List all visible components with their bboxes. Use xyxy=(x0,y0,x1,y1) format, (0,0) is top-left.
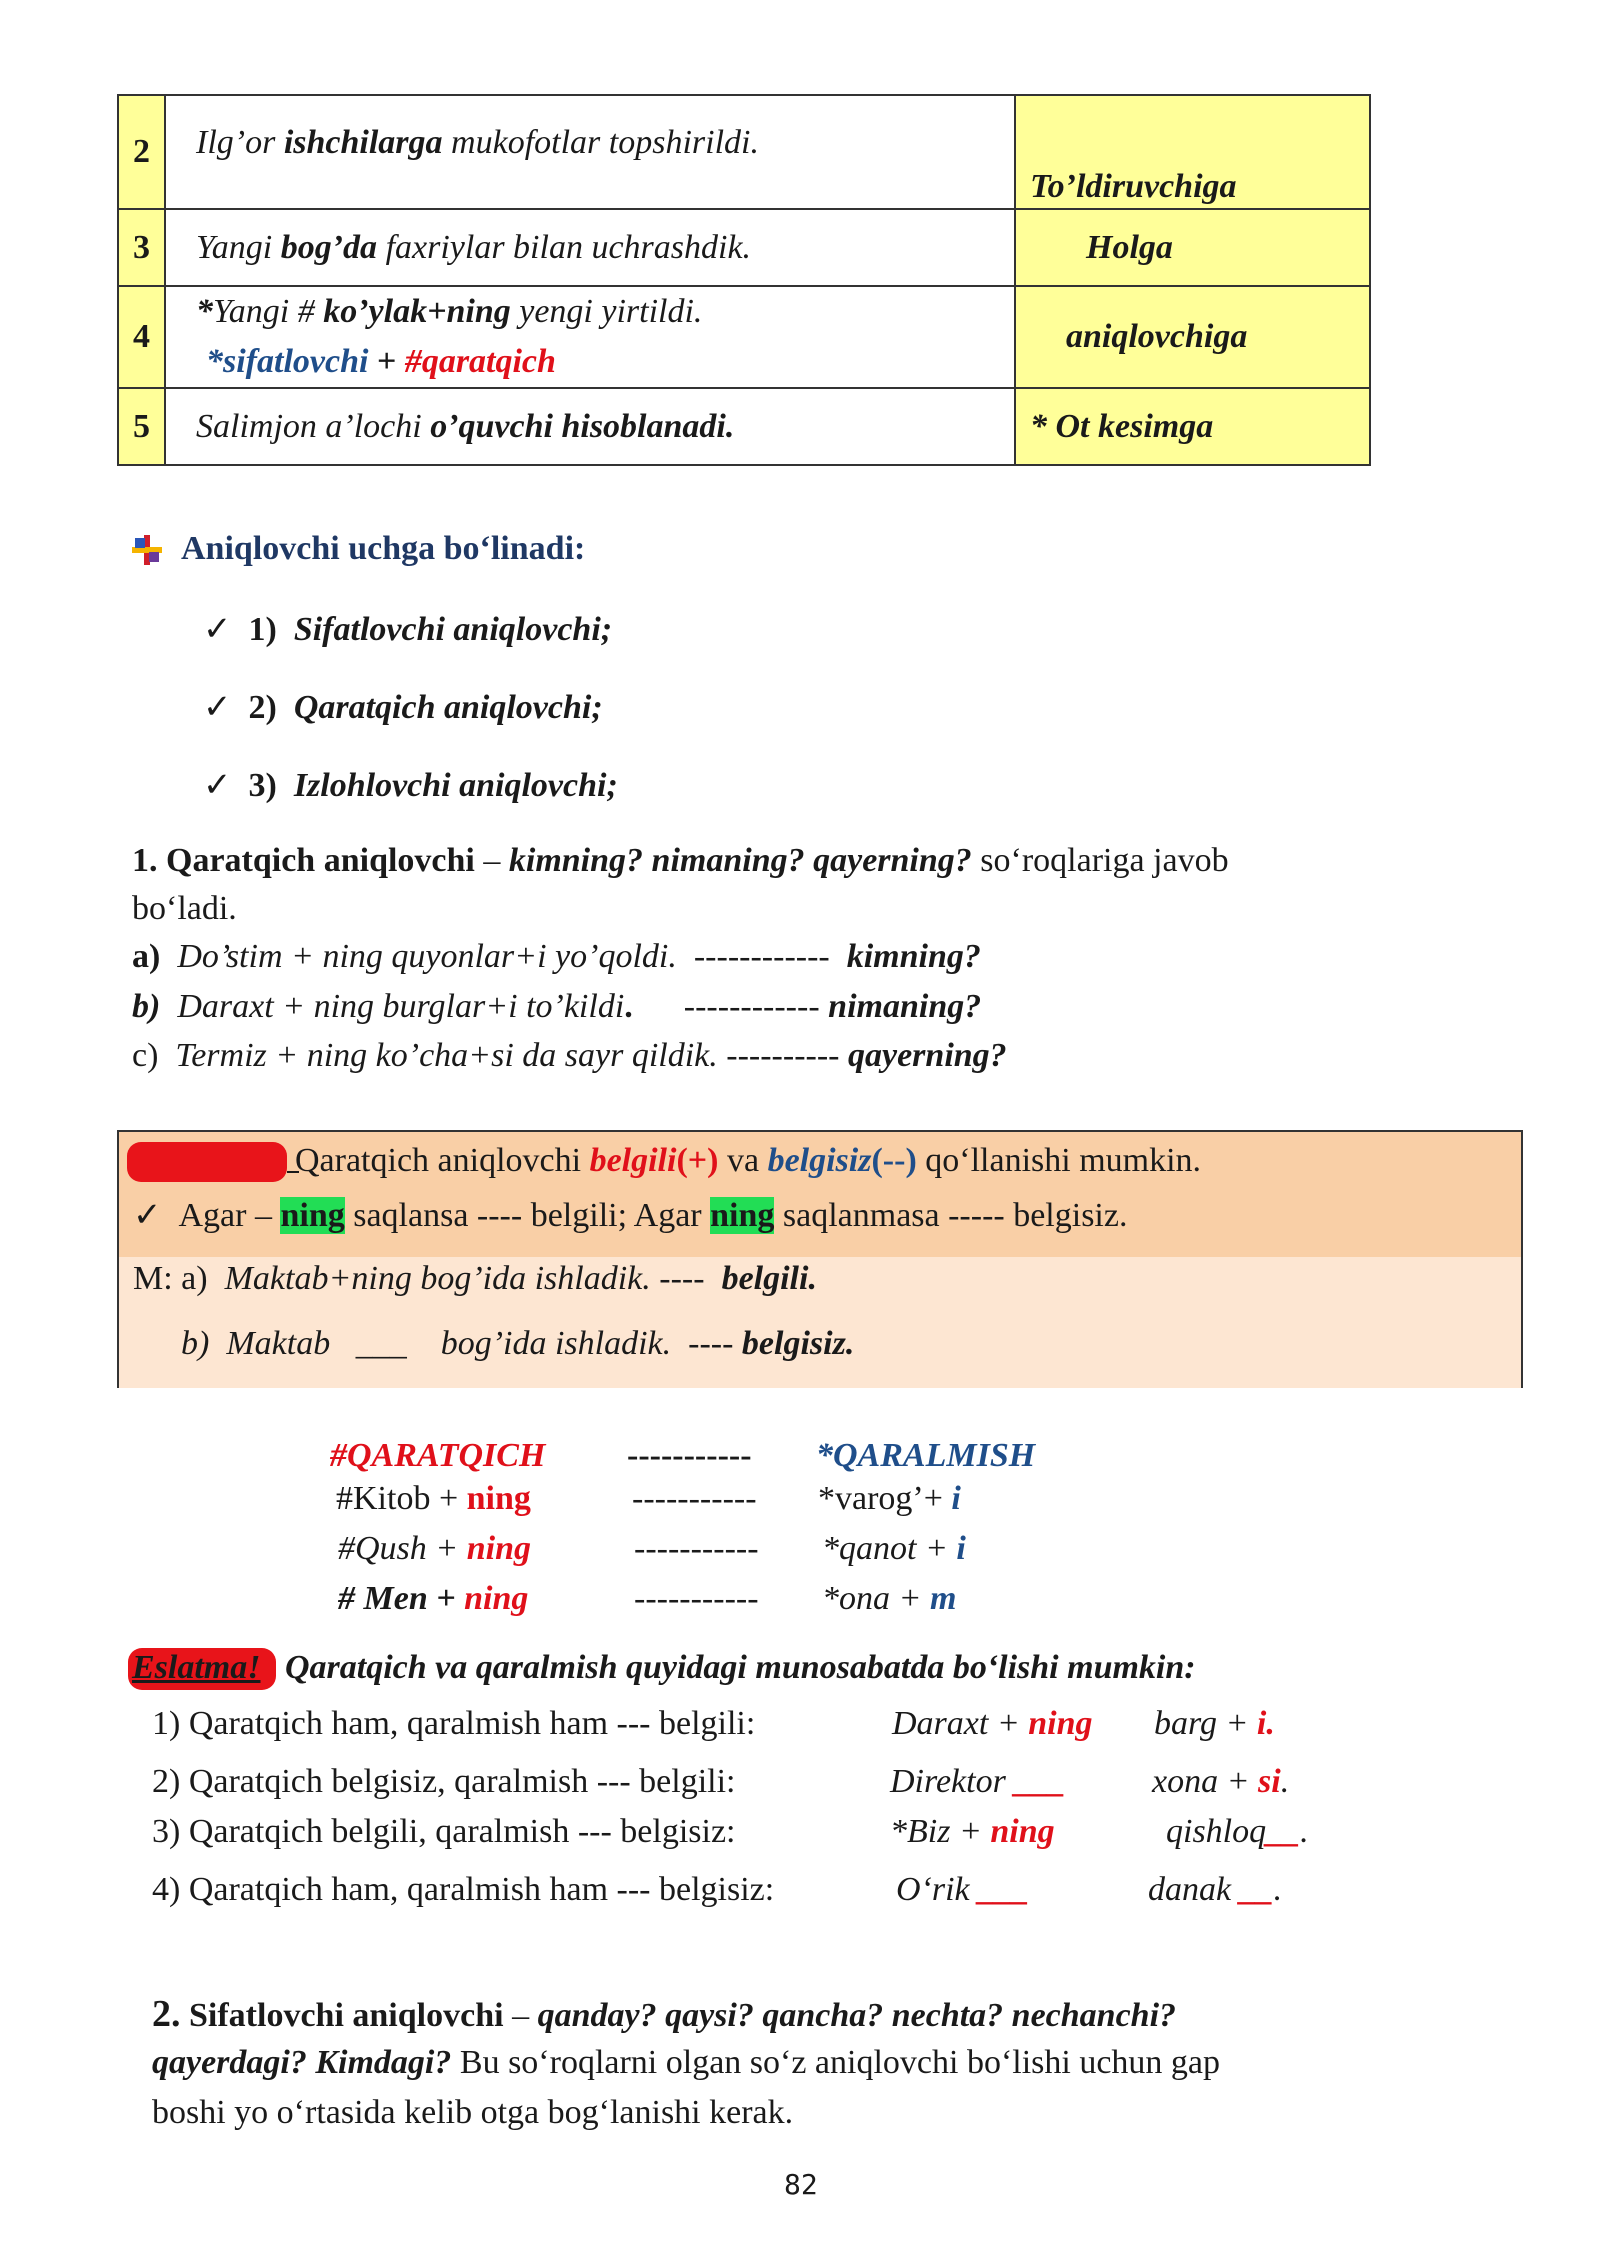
row-number: 3 xyxy=(118,209,165,286)
row-answer: To’ldiruvchiga xyxy=(1015,95,1370,209)
row-sentence: Yangi bog’da faxriylar bilan uchrashdik. xyxy=(165,209,1015,286)
pair-left: #Qush + ning xyxy=(338,1530,531,1567)
pair-dash: ----------- xyxy=(632,1480,757,1517)
list-item: ✓ 1) Sifatlovchi aniqlovchi; xyxy=(203,611,613,648)
pair-left: #Kitob + ning xyxy=(336,1480,531,1517)
example-a: a) Do’stim + ning quyonlar+i yo’qoldi. ------------ kimning? xyxy=(132,938,981,975)
eslatma-item: 1) Qaratqich ham, qaralmish ham --- belgili: xyxy=(152,1705,756,1742)
eslatma-item-ex-a: O‘rik ___ xyxy=(896,1871,1030,1908)
note-line2: ✓ Agar – ning saqlansa ---- belgili; Agar ning saqlanmasa ----- belgisiz. xyxy=(133,1197,1128,1234)
pair-right: *qanot + i xyxy=(822,1530,966,1567)
row-answer: Holga xyxy=(1015,209,1370,286)
section-heading: Aniqlovchi uchga bo‘linadi: xyxy=(181,530,586,567)
sifatlovchi-definition-cont: qayerdagi? Kimdagi? Bu so‘roqlarni olgan so‘z aniqlovchi bo‘lishi uchun gap xyxy=(152,2044,1221,2081)
eslatma-label: Eslatma! xyxy=(132,1649,261,1686)
note-example-b: b) Maktab ___ bog’ida ishladik. ---- belgisiz. xyxy=(181,1325,855,1362)
note-box xyxy=(117,1130,1523,1388)
eslatma-item-ex-a: Daraxt + ning xyxy=(892,1705,1093,1742)
row-number: 2 xyxy=(118,95,165,209)
eslatma-item-ex-a: *Biz + ning xyxy=(890,1813,1055,1850)
eslatma-item-ex-a: Direktor ___ xyxy=(890,1763,1066,1800)
check-icon: ✓ xyxy=(203,767,232,804)
row-answer: aniqlovchiga xyxy=(1015,286,1370,388)
example-b: b) Daraxt + ning burglar+i to’kildi. ------------ nimaning? xyxy=(132,988,982,1025)
definitions-table xyxy=(117,94,1371,466)
eslatma-item: 3) Qaratqich belgili, qaralmish --- belgisiz: xyxy=(152,1813,736,1850)
pair-left: # Men + ning xyxy=(338,1580,529,1617)
sifatlovchi-definition: 2. Sifatlovchi aniqlovchi – qanday? qaysi? qancha? nechta? nechanchi? xyxy=(152,1993,1177,2035)
section-bullet-icon xyxy=(132,535,162,565)
eslatma-item: 4) Qaratqich ham, qaralmish ham --- belgisiz: xyxy=(152,1871,775,1908)
pairs-heading-right: *QARALMISH xyxy=(816,1437,1036,1474)
redacted-label xyxy=(127,1142,287,1182)
eslatma-item-ex-b: barg + i. xyxy=(1154,1705,1275,1742)
pair-right: *varog’+ i xyxy=(818,1480,961,1517)
note-line1: Qaratqich aniqlovchi belgili(+) va belgisiz(--) qo‘llanishi mumkin. xyxy=(295,1142,1202,1179)
page-number: 82 xyxy=(784,2168,818,2201)
pair-right: *ona + m xyxy=(822,1580,957,1617)
example-c: c) Termiz + ning ko’cha+si da sayr qildik. ---------- qayerning? xyxy=(132,1037,1007,1074)
qaratqich-definition-cont: bo‘ladi. xyxy=(132,890,237,927)
eslatma-text: Qaratqich va qaralmish quyidagi munosabatda bo‘lishi mumkin: xyxy=(285,1649,1196,1686)
qaratqich-definition: 1. Qaratqich aniqlovchi – kimning? nimaning? qayerning? so‘roqlariga javob xyxy=(132,842,1229,879)
sifatlovchi-definition-end: boshi yo o‘rtasida kelib otga bog‘lanishi kerak. xyxy=(152,2094,794,2131)
row-answer: * Ot kesimga xyxy=(1015,388,1370,465)
note-example-a: M: a) Maktab+ning bog’ida ishladik. ---- belgili. xyxy=(133,1260,817,1297)
eslatma-item: 2) Qaratqich belgisiz, qaralmish --- belgili: xyxy=(152,1763,736,1800)
eslatma-item-ex-b: danak __. xyxy=(1148,1871,1283,1908)
check-icon: ✓ xyxy=(203,611,232,648)
list-item: ✓ 2) Qaratqich aniqlovchi; xyxy=(203,689,603,726)
pair-dash: ----------- xyxy=(634,1530,759,1567)
row-sentence: Ilg’or ishchilarga mukofotlar topshirildi. xyxy=(165,95,1015,209)
row-sentence: *Yangi # ko’ylak+ning yengi yirtildi. *sifatlovchi + #qaratqich xyxy=(165,286,1015,388)
eslatma-item-ex-b: xona + si. xyxy=(1152,1763,1290,1800)
row-number: 4 xyxy=(118,286,165,388)
row-sentence: Salimjon a’lochi o’quvchi hisoblanadi. xyxy=(165,388,1015,465)
pairs-heading-left: #QARATQICH xyxy=(330,1437,546,1474)
list-item: ✓ 3) Izlohlovchi aniqlovchi; xyxy=(203,767,618,804)
pairs-heading-dash: ----------- xyxy=(627,1437,752,1474)
pair-dash: ----------- xyxy=(634,1580,759,1617)
eslatma-item-ex-b: qishloq__. xyxy=(1166,1813,1309,1850)
check-icon: ✓ xyxy=(133,1197,162,1234)
row-number: 5 xyxy=(118,388,165,465)
check-icon: ✓ xyxy=(203,689,232,726)
